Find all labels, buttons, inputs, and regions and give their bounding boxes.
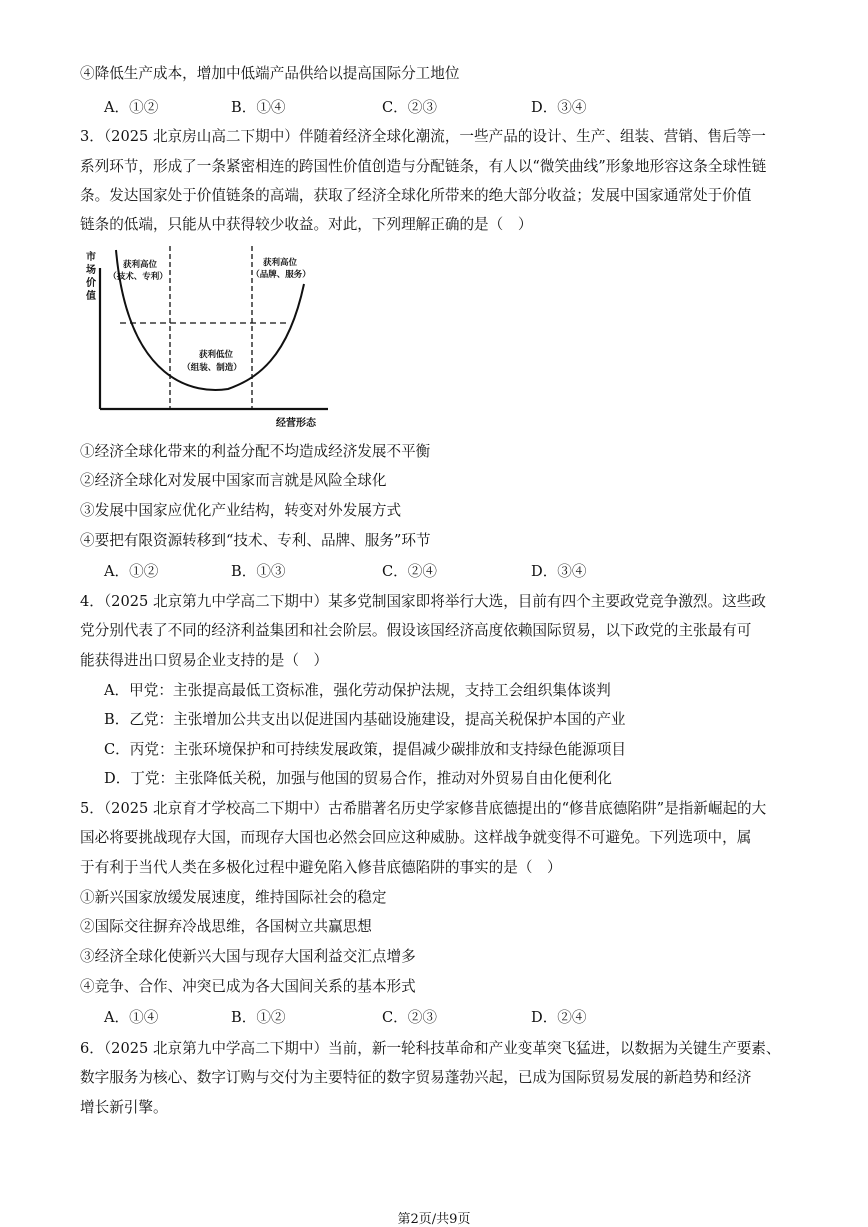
right-high-sublabel: （品牌、服务） [251,270,311,280]
q5-stem-line-3: 于有利于当代人类在多极化过程中避免陷入修昔底德陷阱的事实的是（ ） [80,859,562,876]
q5-option-d: D．②④ [531,1009,587,1026]
q4-stem-line-3: 能获得进出口贸易企业支持的是（ ） [80,652,329,669]
q4-stem-line-1: 4．（2025 北京第九中学高二下期中）某多党制国家即将举行大选，目前有四个主要政党竞争激烈。这些政 [80,593,766,610]
q4-choice-d: D．丁党：主张降低关税，加强与他国的贸易合作，推动对外贸易自由化便利化 [104,770,612,787]
q3-stem-line-4: 链条的低端，只能从中获得较少收益。对此，下列理解正确的是（ ） [80,216,533,233]
q5-statement-4: ④竞争、合作、冲突已成为各大国间关系的基本形式 [80,978,416,995]
left-high-label: 获利高位 [122,260,158,270]
q5-option-b: B．①② [231,1009,286,1026]
q5-stem-line-2: 国必将要挑战现存大国，而现存大国也必然会回应这种威胁。这样战争就变得不可避免。下列选项中，属 [80,829,752,846]
q4-choice-c: C．丙党：主张环境保护和可持续发展政策，提倡减少碳排放和支持绿色能源项目 [104,741,626,758]
y-axis-label-1: 市 [86,252,96,263]
q3-statement-4: ④要把有限资源转移到“技术、专利、品牌、服务”环节 [80,532,431,549]
q3-option-b: B．①③ [231,563,286,580]
q6-stem-line-2: 数字服务为核心、数字订购与交付为主要特征的数字贸易蓬勃兴起，已成为国际贸易发展的新趋势和经济 [80,1069,752,1086]
y-axis-label-3: 价 [86,278,96,289]
smile-curve-diagram [78,244,338,434]
q4-choice-a: A．甲党：主张提高最低工资标准，强化劳动保护法规，支持工会组织集体谈判 [104,682,611,699]
q2-option-a: A．①② [104,99,159,116]
q6-stem-line-1: 6．（2025 北京第九中学高二下期中）当前，新一轮科技革命和产业变革突飞猛进，以数据为关键生产要素、 [80,1040,781,1057]
q3-option-d: D．③④ [531,563,587,580]
low-sublabel: （组装、制造） [182,363,242,373]
q4-stem-line-2: 党分别代表了不同的经济利益集团和社会阶层。假设该国经济高度依赖国际贸易，以下政党的主张最有可 [80,622,752,639]
q3-option-c: C．②④ [382,563,437,580]
y-axis-label-4: 值 [86,291,96,302]
page-number-footer: 第2页/共9页 [397,1212,471,1227]
y-axis-label-2: 场 [86,265,96,276]
q3-stem-line-3: 条。发达国家处于价值链条的高端，获取了经济全球化所带来的绝大部分收益；发展中国家通常处于价值 [80,187,752,204]
q3-statement-3: ③发展中国家应优化产业结构，转变对外发展方式 [80,502,402,519]
q5-option-a: A．①④ [104,1009,159,1026]
q5-statement-1: ①新兴国家放缓发展速度，维持国际社会的稳定 [80,889,387,906]
q5-statement-3: ③经济全球化使新兴大国与现存大国利益交汇点增多 [80,948,416,965]
q3-statement-2: ②经济全球化对发展中国家而言就是风险全球化 [80,472,387,489]
low-label: 获利低位 [198,350,234,360]
q2-statement-4: ④降低生产成本，增加中低端产品供给以提高国际分工地位 [80,65,460,82]
q3-stem-line-1: 3．（2025 北京房山高二下期中）伴随着经济全球化潮流，一些产品的设计、生产、组装、营销、售后等一 [80,128,766,145]
q3-statement-1: ①经济全球化带来的利益分配不均造成经济发展不平衡 [80,443,431,460]
q2-option-b: B．①④ [231,99,286,116]
q2-option-c: C．②③ [382,99,437,116]
q5-statement-2: ②国际交往摒弃冷战思维，各国树立共赢思想 [80,918,372,935]
q4-choice-b: B．乙党：主张增加公共支出以促进国内基础设施建设，提高关税保护本国的产业 [104,711,626,728]
x-axis-label: 经营形态 [276,418,316,429]
left-high-sublabel: （技术、专利） [108,272,168,282]
q3-stem-line-2: 系列环节，形成了一条紧密相连的跨国性价值创造与分配链条，有人以“微笑曲线”形象地形容这条全球性链 [80,158,767,175]
q6-stem-line-3: 增长新引擎。 [80,1099,168,1116]
q2-option-d: D．③④ [531,99,587,116]
right-high-label: 获利高位 [262,258,298,268]
q5-stem-line-1: 5．（2025 北京育才学校高二下期中）古希腊著名历史学家修昔底德提出的“修昔底德陷阱”是指新崛起的大 [80,800,767,817]
q5-option-c: C．②③ [382,1009,437,1026]
q3-option-a: A．①② [104,563,159,580]
